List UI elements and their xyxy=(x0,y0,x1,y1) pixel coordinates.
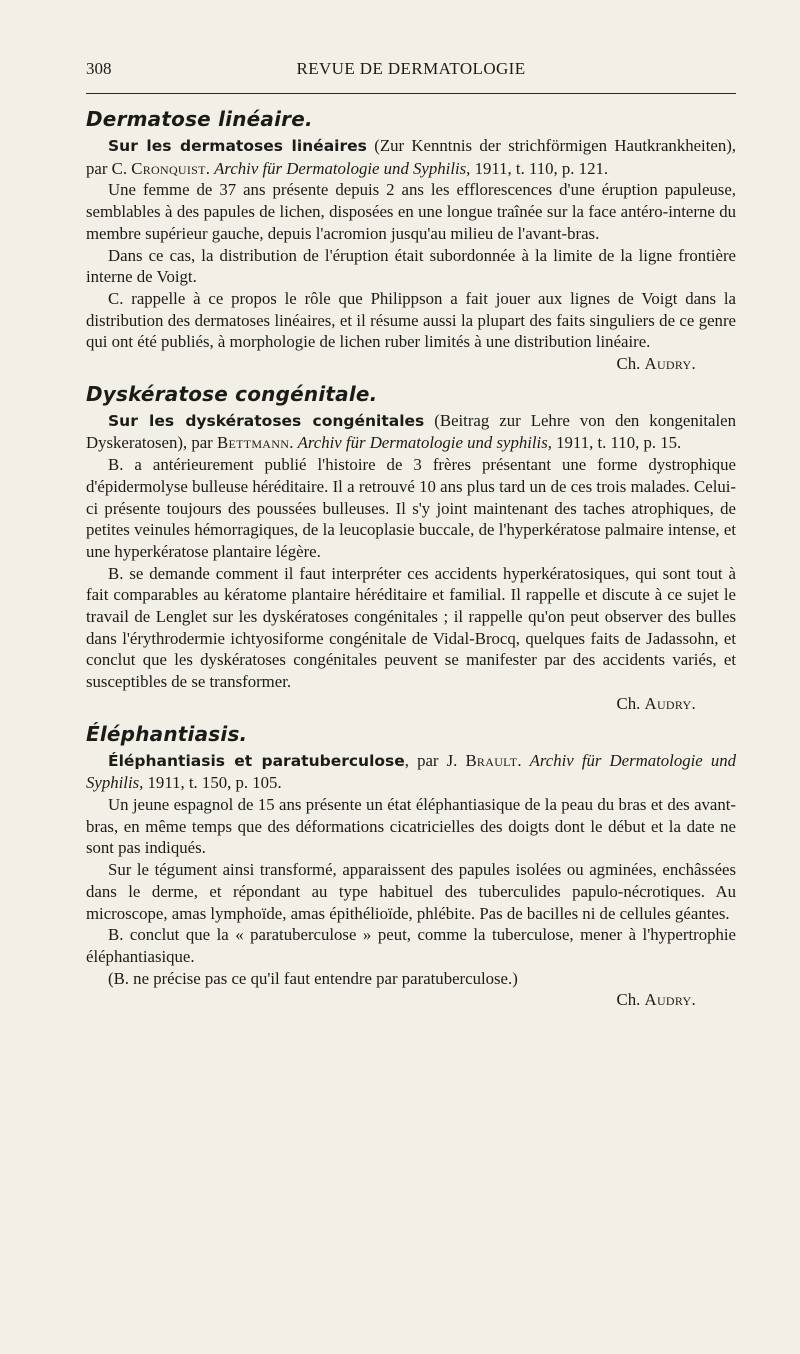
paragraph: C. rappelle à ce propos le rôle que Philippson a fait jouer aux lignes de Voigt dans la distribution des dermatoses linéaires, et il résume aussi la plupart des faits singuliers de ce genre qui ont été publiés, à morphologie de lichen ruber limités à une distribution linéaire. xyxy=(86,288,736,352)
reference-volume: 1911, t. 110, p. 121. xyxy=(470,158,609,178)
reference-author: Brault xyxy=(465,750,518,770)
section-title: Dyskératose congénitale. xyxy=(86,381,378,406)
reference-title: Éléphantiasis et paratuberculose xyxy=(108,751,405,770)
page-number: 308 xyxy=(86,59,112,78)
reference-original-title: , par J. xyxy=(404,750,466,770)
paragraph: Un jeune espagnol de 15 ans présente un état éléphantiasique de la peau du bras et des avant-bras, en même temps que des déformations cicatricielles des doigts dont le début et la date ne sont pas indiqués. xyxy=(86,794,736,858)
signature-name: Audry. xyxy=(644,354,696,374)
reference xyxy=(86,410,736,454)
signature-prefix: Ch. xyxy=(616,990,645,1010)
signature-prefix: Ch. xyxy=(616,354,645,374)
signature xyxy=(86,989,736,1011)
signature-prefix: Ch. xyxy=(616,693,645,713)
paragraph: B. se demande comment il faut interpréter ces accidents hyperkératosiques, qui sont tout à fait comparables au kératome plantaire héréditaire et familial. Il rappelle et discute à ce sujet le travail de Lenglet sur les dyskératoses congénitales ; il rappelle qu'on peut observer des bulles dans l'érythrodermie ichtyosiforme congénitale de Vidal-Brocq, quelques faits de Jadassohn, et conclut que les dyskératoses congénitales peuvent se manifester par des accidents variés, et susceptibles de se transformer. xyxy=(86,563,736,692)
reference-author: Bettmann xyxy=(216,433,290,453)
running-head xyxy=(86,59,736,81)
article-body xyxy=(86,106,736,1011)
reference-original-title: (Beitrag zur Lehre von den kongenitalen Dyskeratosen), par xyxy=(86,410,736,453)
reference-journal: Archiv für Dermatologie und Syphilis, xyxy=(214,158,471,178)
paragraph: Dans ce cas, la distribution de l'éruption était subordonnée à la limite de la ligne frontière interne de Voigt. xyxy=(86,245,736,287)
reference-separator: . xyxy=(289,433,298,453)
paragraph: B. a antérieurement publié l'histoire de 3 frères présentant une forme dystrophique d'épidermolyse bulleuse héréditaire. Il a retrouvé 10 ans plus tard un de ces trois malades. Celui-ci présente toujours des poussées bulleuses. Il s'y joint maintenant des taches atrophiques, de petites veinules hémorragiques, de la leucoplasie buccale, de l'hyperkératose palmaire intense, et une hyperkératose plantaire légère. xyxy=(86,455,736,561)
reference-original-title: (Zur Kenntnis der strichförmigen Hautkrankheiten), par C. xyxy=(86,136,737,178)
reference-title: Sur les dermatoses linéaires xyxy=(108,137,367,155)
reference-volume: 1911, t. 110, p. 15. xyxy=(551,433,682,453)
signature-name: Audry. xyxy=(644,693,696,713)
paragraph: (B. ne précise pas ce qu'il faut entendre par paratuberculose.) xyxy=(108,968,518,988)
reference-separator: . xyxy=(517,750,530,770)
paragraph: Sur le tégument ainsi transformé, apparaissent des papules isolées ou agminées, enchâssées dans le derme, et répondant au type habituel des tuberculides papulo-nécrotiques. Au microscope, amas lymphoïde, amas épithélioïde, phlébite. Pas de bacilles ni de cellules géantes. xyxy=(86,860,736,923)
signature xyxy=(86,693,736,715)
reference-volume: 1911, t. 150, p. 105. xyxy=(143,773,282,793)
section-title: Éléphantiasis. xyxy=(86,721,248,746)
reference-separator: . xyxy=(205,158,215,178)
header-rule xyxy=(86,93,736,94)
section-title: Dermatose linéaire. xyxy=(86,107,313,131)
reference-title: Sur les dyskératoses congénitales xyxy=(108,411,425,430)
journal-title: REVUE DE DERMATOLOGIE xyxy=(296,59,526,78)
reference-journal: Archiv für Dermatologie und Syphilis, xyxy=(86,750,736,793)
paragraph: Une femme de 37 ans présente depuis 2 ans les efflorescences d'une éruption papuleuse, semblables à des papules de lichen, disposées en une longue traînée sur la face antéro-interne du membre supérieur gauche, depuis l'acromion jusqu'au milieu de l'avant-bras. xyxy=(86,180,736,243)
reference xyxy=(86,750,736,794)
paragraph: B. conclut que la « paratuberculose » peut, comme la tuberculose, mener à l'hypertrophie éléphantiasique. xyxy=(86,925,736,966)
reference-author: Cronquist xyxy=(131,158,206,178)
signature-name: Audry. xyxy=(644,990,696,1010)
signature xyxy=(86,353,736,375)
reference xyxy=(86,135,736,179)
reference-journal: Archiv für Dermatologie und syphilis, xyxy=(297,433,552,453)
